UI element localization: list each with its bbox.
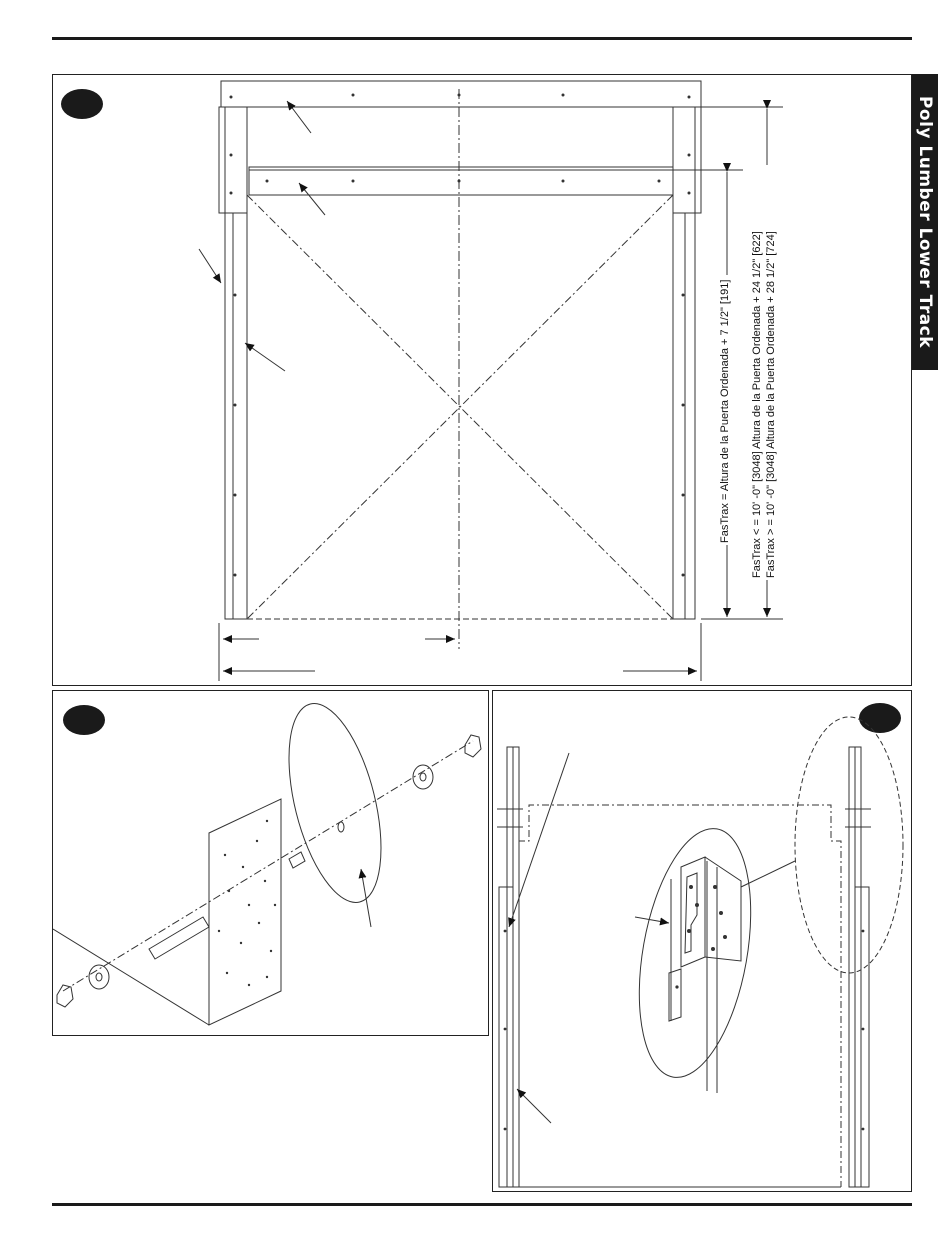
fastener-figure-panel — [52, 690, 489, 1036]
section-tab-title: Poly Lumber Lower Track — [915, 95, 935, 349]
track-drawing — [493, 691, 912, 1192]
dimension-label-fastrax-small: FasTrax < = 10' -0" [3048] Altura de la Puerta Ordenada + 24 1/2" [622] — [751, 231, 763, 578]
section-tab — [912, 74, 938, 370]
header-rule — [52, 37, 912, 40]
footer-rule — [52, 1203, 912, 1206]
elevation-drawing — [53, 75, 912, 686]
dimension-label-fastrax: FasTrax = Altura de la Puerta Ordenada + 7 1/2" [191] — [719, 279, 731, 543]
dimension-label-fastrax-large: FasTrax > = 10' -0" [3048] Altura de la Puerta Ordenada + 28 1/2" [724] — [765, 231, 777, 578]
elevation-figure-panel — [52, 74, 912, 686]
track-figure-panel — [492, 690, 912, 1192]
fastener-drawing — [53, 691, 489, 1036]
